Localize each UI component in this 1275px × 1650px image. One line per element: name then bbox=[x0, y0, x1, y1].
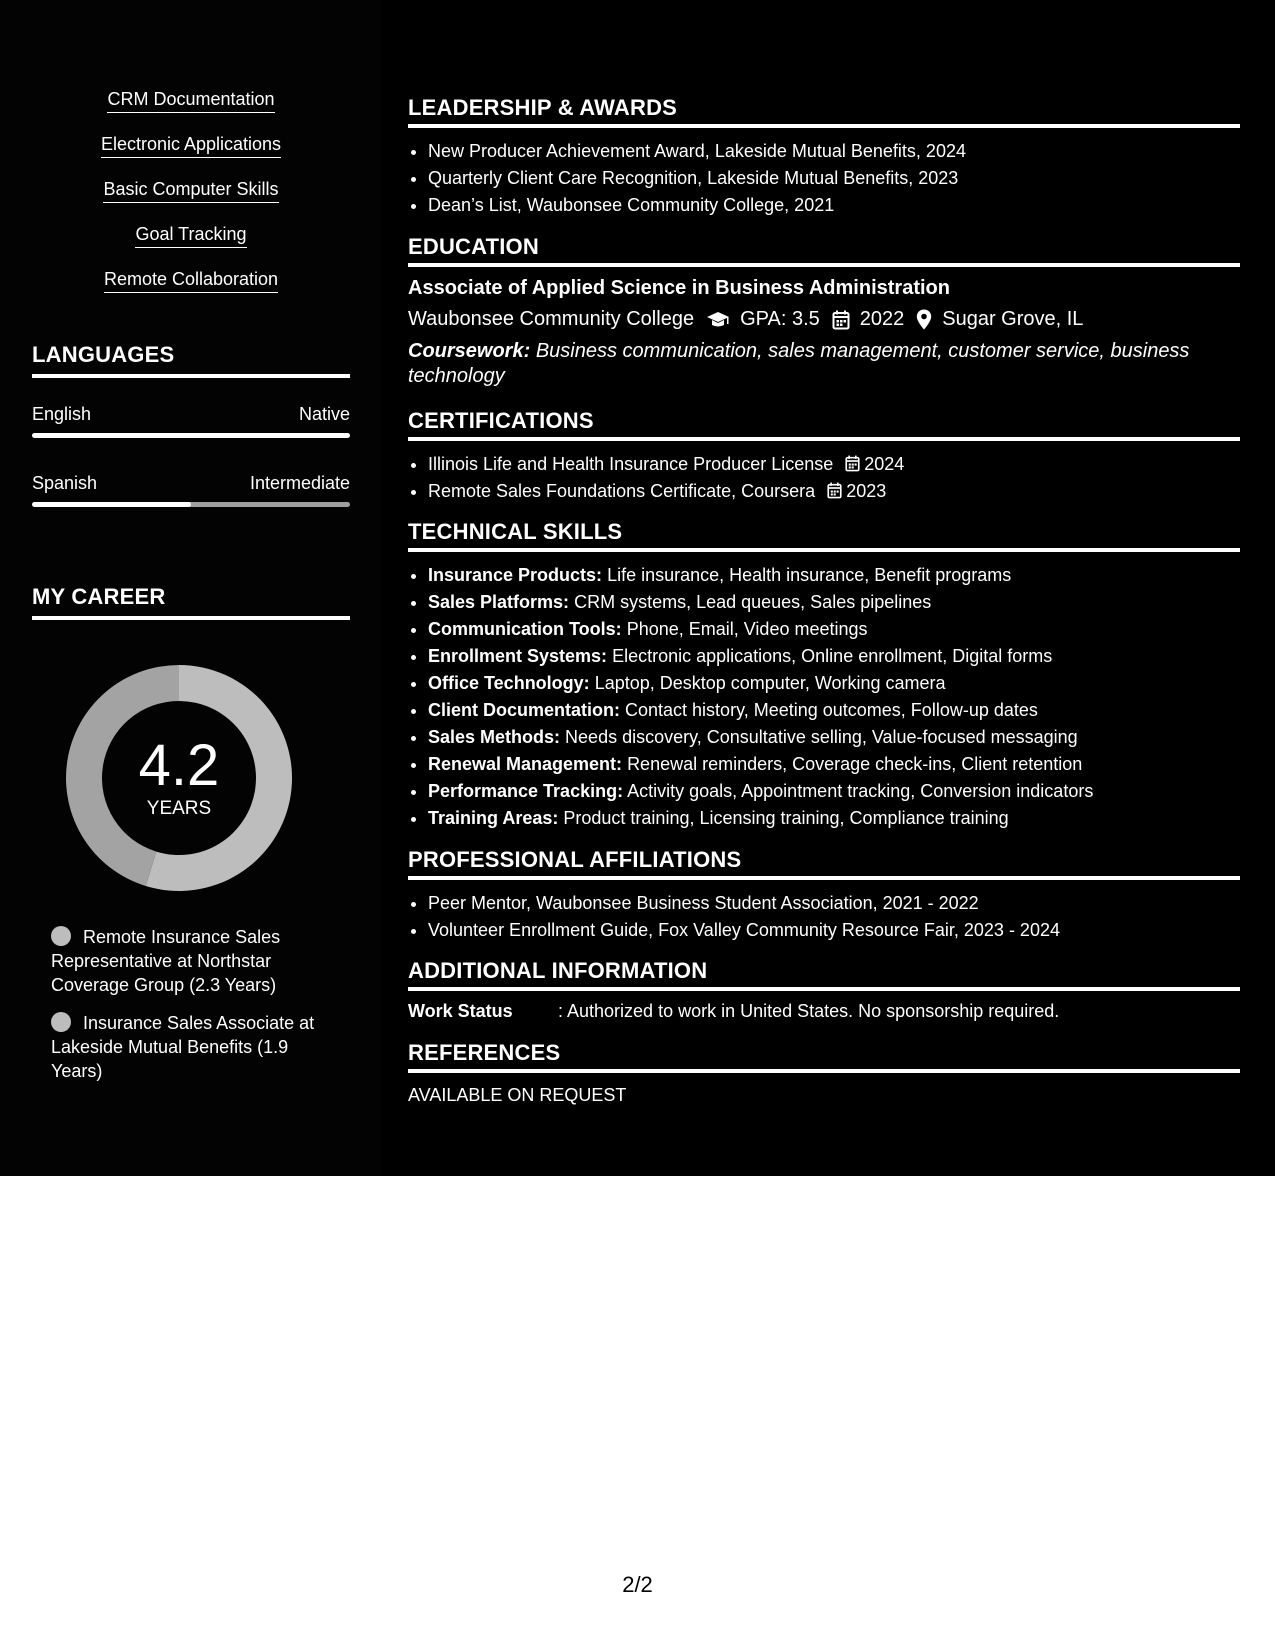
skill-value: CRM systems, Lead queues, Sales pipelines bbox=[574, 592, 932, 612]
skill-item: Goal Tracking bbox=[135, 223, 246, 248]
language-level: Intermediate bbox=[249, 473, 350, 493]
career-heading: MY CAREER bbox=[32, 584, 350, 620]
skill-item: CRM Documentation bbox=[107, 88, 274, 113]
skill-label: Renewal Management: bbox=[428, 754, 623, 774]
technical-skills-section bbox=[408, 519, 1240, 832]
certifications-section bbox=[408, 408, 1240, 505]
list-item: • Volunteer Enrollment Guide, Fox Valley Community Resource Fair, 2023 - 2024 bbox=[428, 917, 1240, 944]
skill-label: Office Technology: bbox=[428, 673, 590, 693]
degree: Associate of Applied Science in Business Administration bbox=[408, 277, 950, 299]
list-item bbox=[428, 643, 1240, 670]
career-item bbox=[51, 925, 341, 997]
skill-value: Activity goals, Appointment tracking, Conversion indicators bbox=[627, 781, 1094, 801]
education-section bbox=[408, 234, 1240, 389]
graduation-cap-icon bbox=[706, 311, 730, 329]
certifications-list bbox=[408, 451, 1240, 505]
languages-heading: LANGUAGES bbox=[32, 342, 350, 378]
work-status-label: Work Status bbox=[408, 1001, 513, 1021]
language-bar bbox=[32, 502, 350, 507]
skill-value: Phone, Email, Video meetings bbox=[626, 619, 868, 639]
section-title: PROFESSIONAL AFFILIATIONS bbox=[408, 847, 1240, 880]
language-row bbox=[32, 403, 350, 425]
sidebar bbox=[0, 0, 382, 1176]
language-name: English bbox=[32, 404, 92, 424]
calendar-icon bbox=[827, 482, 842, 499]
skill-label: Client Documentation: bbox=[428, 700, 620, 720]
list-item bbox=[428, 451, 1240, 478]
career-legend-dot bbox=[51, 1012, 71, 1032]
career-total bbox=[66, 665, 292, 891]
skill-list bbox=[32, 88, 350, 313]
skill-label: Insurance Products: bbox=[428, 565, 603, 585]
technical-skills-list bbox=[408, 562, 1240, 832]
list-item bbox=[428, 751, 1240, 778]
skill-value: Life insurance, Health insurance, Benefit programs bbox=[607, 565, 1012, 585]
list-item bbox=[428, 805, 1240, 832]
list-item bbox=[428, 724, 1240, 751]
list-item bbox=[428, 616, 1240, 643]
skill-value: Contact history, Meeting outcomes, Follow-up dates bbox=[625, 700, 1038, 720]
education-location: Sugar Grove, IL bbox=[942, 308, 1084, 330]
language-bar-fill bbox=[32, 433, 350, 438]
career-item-text: Remote Insurance Sales Representative at Northstar Coverage Group (2.3 Years) bbox=[51, 927, 281, 995]
awards-list bbox=[408, 138, 1240, 219]
list-item: • New Producer Achievement Award, Lakeside Mutual Benefits, 2024 bbox=[428, 138, 1240, 165]
school-name: Waubonsee Community College bbox=[408, 308, 695, 330]
list-item: • Quarterly Client Care Recognition, Lakeside Mutual Benefits, 2023 bbox=[428, 165, 1240, 192]
calendar-icon bbox=[832, 310, 850, 330]
references-text: AVAILABLE ON REQUEST bbox=[408, 1085, 627, 1105]
list-item bbox=[428, 562, 1240, 589]
language-level: Native bbox=[298, 404, 350, 424]
work-status-value: : Authorized to work in United States. No sponsorship required. bbox=[558, 1001, 1060, 1021]
section-title: EDUCATION bbox=[408, 234, 1240, 267]
list-item: • Dean’s List, Waubonsee Community College, 2021 bbox=[428, 192, 1240, 219]
skill-label: Performance Tracking: bbox=[428, 781, 624, 801]
language-bar bbox=[32, 433, 350, 438]
skill-item: Basic Computer Skills bbox=[103, 178, 278, 203]
gpa: GPA: 3.5 bbox=[740, 308, 820, 330]
page-number: 2/2 bbox=[622, 1572, 653, 1597]
work-status-row bbox=[408, 1001, 1240, 1022]
certification-name: Remote Sales Foundations Certificate, Coursera bbox=[428, 481, 816, 501]
career-donut-chart bbox=[66, 665, 292, 891]
career-item-text: Insurance Sales Associate at Lakeside Mutual Benefits (1.9 Years) bbox=[51, 1013, 315, 1081]
career-legend-dot bbox=[51, 926, 71, 946]
section-title: ADDITIONAL INFORMATION bbox=[408, 958, 1240, 991]
skill-label: Sales Platforms: bbox=[428, 592, 570, 612]
language-name: Spanish bbox=[32, 473, 98, 493]
skill-item: Electronic Applications bbox=[101, 133, 281, 158]
section-title: REFERENCES bbox=[408, 1040, 1240, 1073]
affiliations-list bbox=[408, 890, 1240, 944]
language-bar-fill bbox=[32, 502, 191, 507]
skill-value: Renewal reminders, Coverage check-ins, Client retention bbox=[627, 754, 1083, 774]
additional-info-section bbox=[408, 958, 1240, 1022]
list-item bbox=[428, 670, 1240, 697]
coursework-text: Business communication, sales management, customer service, business technology bbox=[408, 340, 1190, 387]
skill-label: Communication Tools: bbox=[428, 619, 622, 639]
certification-name: Illinois Life and Health Insurance Producer License bbox=[428, 454, 834, 474]
leadership-section bbox=[408, 95, 1240, 219]
language-row bbox=[32, 472, 350, 494]
career-total-value: 4.2 bbox=[138, 733, 220, 798]
list-item: • Peer Mentor, Waubonsee Business Student Association, 2021 - 2022 bbox=[428, 890, 1240, 917]
career-total-unit: YEARS bbox=[146, 798, 212, 819]
education-meta bbox=[408, 308, 1240, 331]
career-item bbox=[51, 1011, 341, 1083]
list-item bbox=[428, 697, 1240, 724]
calendar-icon bbox=[845, 455, 860, 472]
coursework bbox=[408, 339, 1240, 389]
skill-value: Electronic applications, Online enrollment, Digital forms bbox=[612, 646, 1053, 666]
affiliations-section bbox=[408, 847, 1240, 944]
skill-label: Enrollment Systems: bbox=[428, 646, 608, 666]
list-item bbox=[428, 478, 1240, 505]
section-title: TECHNICAL SKILLS bbox=[408, 519, 1240, 552]
skill-item: Remote Collaboration bbox=[104, 268, 278, 293]
section-title: CERTIFICATIONS bbox=[408, 408, 1240, 441]
list-item bbox=[428, 589, 1240, 616]
skill-label: Sales Methods: bbox=[428, 727, 561, 747]
list-item bbox=[428, 778, 1240, 805]
skill-label: Training Areas: bbox=[428, 808, 559, 828]
skill-value: Needs discovery, Consultative selling, Value-focused messaging bbox=[565, 727, 1078, 747]
graduation-year: 2022 bbox=[859, 308, 905, 330]
certification-year: 2024 bbox=[864, 454, 905, 474]
coursework-label: Coursework: bbox=[408, 340, 531, 362]
skill-value: Laptop, Desktop computer, Working camera bbox=[594, 673, 946, 693]
skill-value: Product training, Licensing training, Compliance training bbox=[563, 808, 1009, 828]
references-section bbox=[408, 1040, 1240, 1106]
section-title: LEADERSHIP & AWARDS bbox=[408, 95, 1240, 128]
map-pin-icon bbox=[916, 309, 932, 330]
certification-year: 2023 bbox=[846, 481, 887, 501]
